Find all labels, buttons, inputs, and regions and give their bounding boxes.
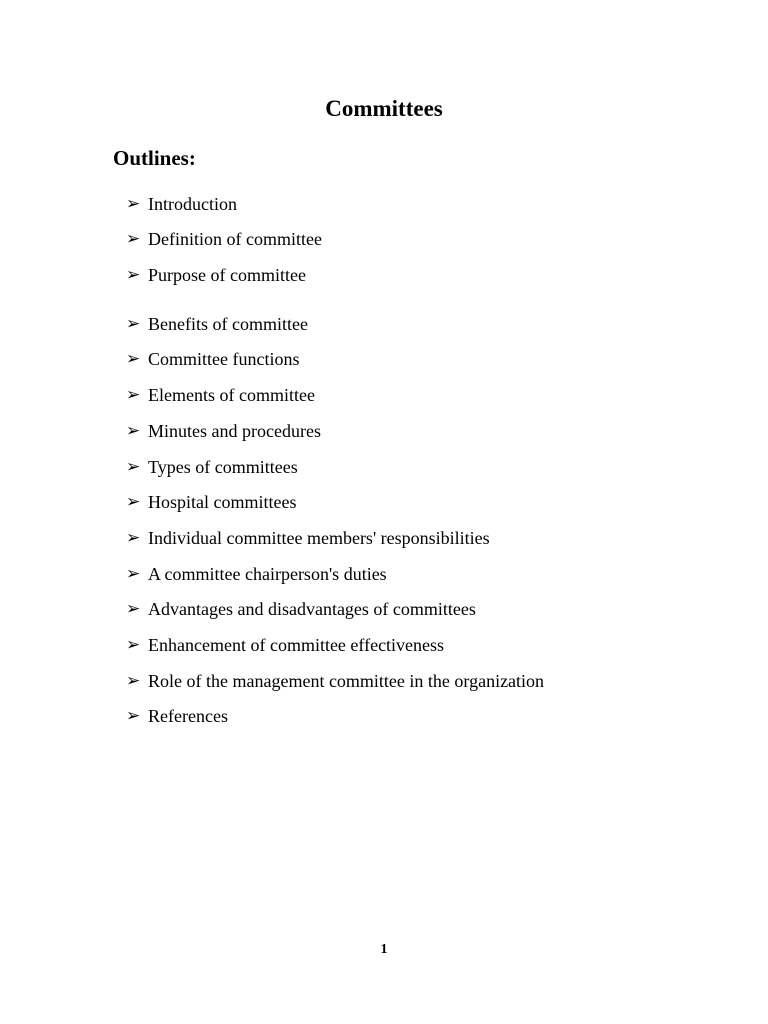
list-item bbox=[126, 226, 322, 252]
list-item bbox=[126, 311, 308, 337]
arrow-bullet-icon: ➢ bbox=[126, 265, 141, 284]
arrow-bullet-icon: ➢ bbox=[126, 229, 141, 248]
list-item bbox=[126, 454, 298, 480]
list-item-text: Introduction bbox=[148, 194, 237, 214]
list-item-text: Benefits of committee bbox=[148, 314, 308, 334]
list-item-text: Hospital committees bbox=[148, 492, 297, 512]
arrow-bullet-icon: ➢ bbox=[126, 457, 141, 476]
arrow-bullet-icon: ➢ bbox=[126, 314, 141, 333]
list-item-text: A committee chairperson's duties bbox=[148, 564, 387, 584]
arrow-bullet-icon: ➢ bbox=[126, 671, 141, 690]
outline-heading: Outlines: bbox=[113, 146, 196, 170]
arrow-bullet-icon: ➢ bbox=[126, 385, 141, 404]
list-item-text: Enhancement of committee effectiveness bbox=[148, 635, 445, 655]
page-title: Committees bbox=[325, 96, 443, 121]
list-item-text: References bbox=[148, 706, 228, 726]
list-item-text: Minutes and procedures bbox=[148, 421, 321, 441]
list-item bbox=[126, 703, 228, 729]
arrow-bullet-icon: ➢ bbox=[126, 635, 141, 654]
arrow-bullet-icon: ➢ bbox=[126, 528, 141, 547]
arrow-bullet-icon: ➢ bbox=[126, 706, 141, 725]
list-item bbox=[126, 596, 476, 622]
list-item bbox=[126, 418, 321, 444]
list-item-text: Purpose of committee bbox=[148, 265, 306, 285]
arrow-bullet-icon: ➢ bbox=[126, 421, 141, 440]
list-item-text: Types of committees bbox=[148, 457, 298, 477]
list-item bbox=[126, 489, 296, 515]
list-item-text: Definition of committee bbox=[148, 229, 322, 249]
arrow-bullet-icon: ➢ bbox=[126, 564, 141, 583]
list-item bbox=[126, 262, 306, 288]
list-item bbox=[126, 382, 315, 408]
list-item-text: Role of the management committee in the organization bbox=[148, 671, 545, 691]
list-item bbox=[126, 561, 387, 587]
list-item-text: Elements of committee bbox=[148, 385, 315, 405]
list-item-text: Individual committee members' responsibilities bbox=[148, 528, 490, 548]
list-item bbox=[126, 346, 299, 372]
list-item bbox=[126, 525, 490, 551]
list-item-text: Committee functions bbox=[148, 349, 300, 369]
arrow-bullet-icon: ➢ bbox=[126, 349, 141, 368]
list-item-text: Advantages and disadvantages of committees bbox=[148, 599, 476, 619]
page-number: 1 bbox=[380, 942, 388, 957]
list-item bbox=[126, 632, 444, 658]
arrow-bullet-icon: ➢ bbox=[126, 194, 141, 213]
arrow-bullet-icon: ➢ bbox=[126, 492, 141, 511]
list-item bbox=[126, 668, 544, 694]
list-item bbox=[126, 191, 237, 217]
arrow-bullet-icon: ➢ bbox=[126, 599, 141, 618]
